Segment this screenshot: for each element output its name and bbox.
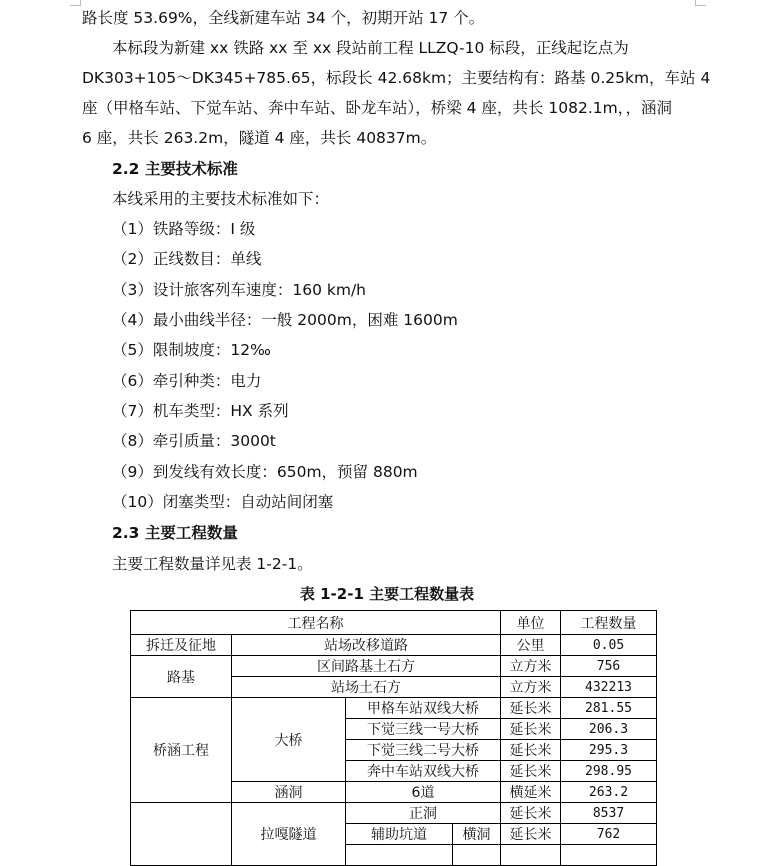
item-name-cell: 站场改移道路 bbox=[232, 635, 501, 656]
standard-item: （1）铁路等级：I 级 bbox=[112, 220, 256, 238]
section-heading-2-2: 2.2 主要技术标准 bbox=[112, 160, 238, 178]
item-name-cell bbox=[453, 845, 501, 866]
paragraph-line: 6 座，共长 263.2m，隧道 4 座，共长 40837m。 bbox=[82, 129, 437, 147]
paragraph-line: DK303+105～DK345+785.65，标段长 42.68km；主要结构有：路基 0.25km，车站 4 bbox=[82, 69, 711, 87]
margin-corner-left bbox=[70, 0, 81, 6]
standard-item: （4）最小曲线半径：一般 2000m，困难 1600m bbox=[112, 311, 458, 329]
table-row bbox=[131, 656, 657, 677]
standard-item: （2）正线数目：单线 bbox=[112, 250, 262, 268]
table-header-row bbox=[131, 611, 657, 635]
section-heading-2-3: 2.3 主要工程数量 bbox=[112, 524, 238, 542]
standard-item: （7）机车类型：HX 系列 bbox=[112, 402, 289, 420]
qty-cell: 8537 bbox=[561, 803, 657, 824]
unit-cell: 延长米 bbox=[501, 740, 561, 761]
standard-item: （5）限制坡度：12‰ bbox=[112, 341, 271, 359]
subcategory-cell bbox=[346, 845, 453, 866]
item-name-cell: 站场土石方 bbox=[232, 677, 501, 698]
qty-cell: 432213 bbox=[561, 677, 657, 698]
qty-cell: 0.05 bbox=[561, 635, 657, 656]
qty-cell: 298.95 bbox=[561, 761, 657, 782]
unit-cell: 延长米 bbox=[501, 824, 561, 845]
standard-item: （8）牵引质量：3000t bbox=[112, 432, 276, 450]
item-name-cell: 甲格车站双线大桥 bbox=[346, 698, 501, 719]
unit-cell: 公里 bbox=[501, 635, 561, 656]
qty-cell bbox=[561, 845, 657, 866]
qty-cell: 281.55 bbox=[561, 698, 657, 719]
quantity-table bbox=[130, 610, 657, 866]
unit-cell: 延长米 bbox=[501, 698, 561, 719]
table-row bbox=[131, 635, 657, 656]
header-name: 工程名称 bbox=[131, 611, 501, 635]
qty-cell: 206.3 bbox=[561, 719, 657, 740]
qty-cell: 263.2 bbox=[561, 782, 657, 803]
category-cell bbox=[131, 803, 232, 866]
paragraph-line: 本标段为新建 xx 铁路 xx 至 xx 段站前工程 LLZQ-10 标段，正线起讫点为 bbox=[112, 39, 629, 57]
qty-cell: 756 bbox=[561, 656, 657, 677]
category-cell: 路基 bbox=[131, 656, 232, 698]
category-cell: 桥涵工程 bbox=[131, 698, 232, 803]
item-name-cell: 横洞 bbox=[453, 824, 501, 845]
unit-cell: 延长米 bbox=[501, 719, 561, 740]
margin-corner-right bbox=[695, 0, 706, 6]
unit-cell: 延长米 bbox=[501, 803, 561, 824]
header-qty: 工程数量 bbox=[561, 611, 657, 635]
unit-cell: 立方米 bbox=[501, 656, 561, 677]
unit-cell: 延长米 bbox=[501, 761, 561, 782]
item-name-cell: 区间路基土石方 bbox=[232, 656, 501, 677]
unit-cell: 立方米 bbox=[501, 677, 561, 698]
subcategory-cell: 大桥 bbox=[232, 698, 346, 782]
standard-item: （10）闭塞类型：自动站间闭塞 bbox=[112, 493, 334, 511]
subcategory-cell: 拉嘎隧道 bbox=[232, 803, 346, 866]
paragraph-line: 座（甲格车站、下觉车站、奔中车站、卧龙车站），桥梁 4 座，共长 1082.1m，，涵洞 bbox=[82, 99, 672, 117]
standard-item: （9）到发线有效长度：650m，预留 880m bbox=[112, 463, 418, 481]
standards-intro: 本线采用的主要技术标准如下： bbox=[112, 190, 330, 208]
subcategory-cell: 辅助坑道 bbox=[346, 824, 453, 845]
table-caption: 表 1-2-1 主要工程数量表 bbox=[299, 585, 475, 603]
table-row bbox=[131, 698, 657, 719]
quantities-intro: 主要工程数量详见表 1-2-1。 bbox=[112, 555, 313, 573]
qty-cell: 762 bbox=[561, 824, 657, 845]
header-unit: 单位 bbox=[501, 611, 561, 635]
item-name-cell: 6道 bbox=[346, 782, 501, 803]
item-name-cell: 正洞 bbox=[346, 803, 501, 824]
table-row bbox=[131, 803, 657, 824]
subcategory-cell: 涵洞 bbox=[232, 782, 346, 803]
category-cell: 拆迁及征地 bbox=[131, 635, 232, 656]
item-name-cell: 奔中车站双线大桥 bbox=[346, 761, 501, 782]
unit-cell: 横延米 bbox=[501, 782, 561, 803]
qty-cell: 295.3 bbox=[561, 740, 657, 761]
paragraph-line: 路长度 53.69%，全线新建车站 34 个，初期开站 17 个。 bbox=[82, 9, 485, 27]
item-name-cell: 下觉三线一号大桥 bbox=[346, 719, 501, 740]
unit-cell bbox=[501, 845, 561, 866]
standard-item: （3）设计旅客列车速度：160 km/h bbox=[112, 281, 366, 299]
item-name-cell: 下觉三线二号大桥 bbox=[346, 740, 501, 761]
standard-item: （6）牵引种类：电力 bbox=[112, 372, 262, 390]
